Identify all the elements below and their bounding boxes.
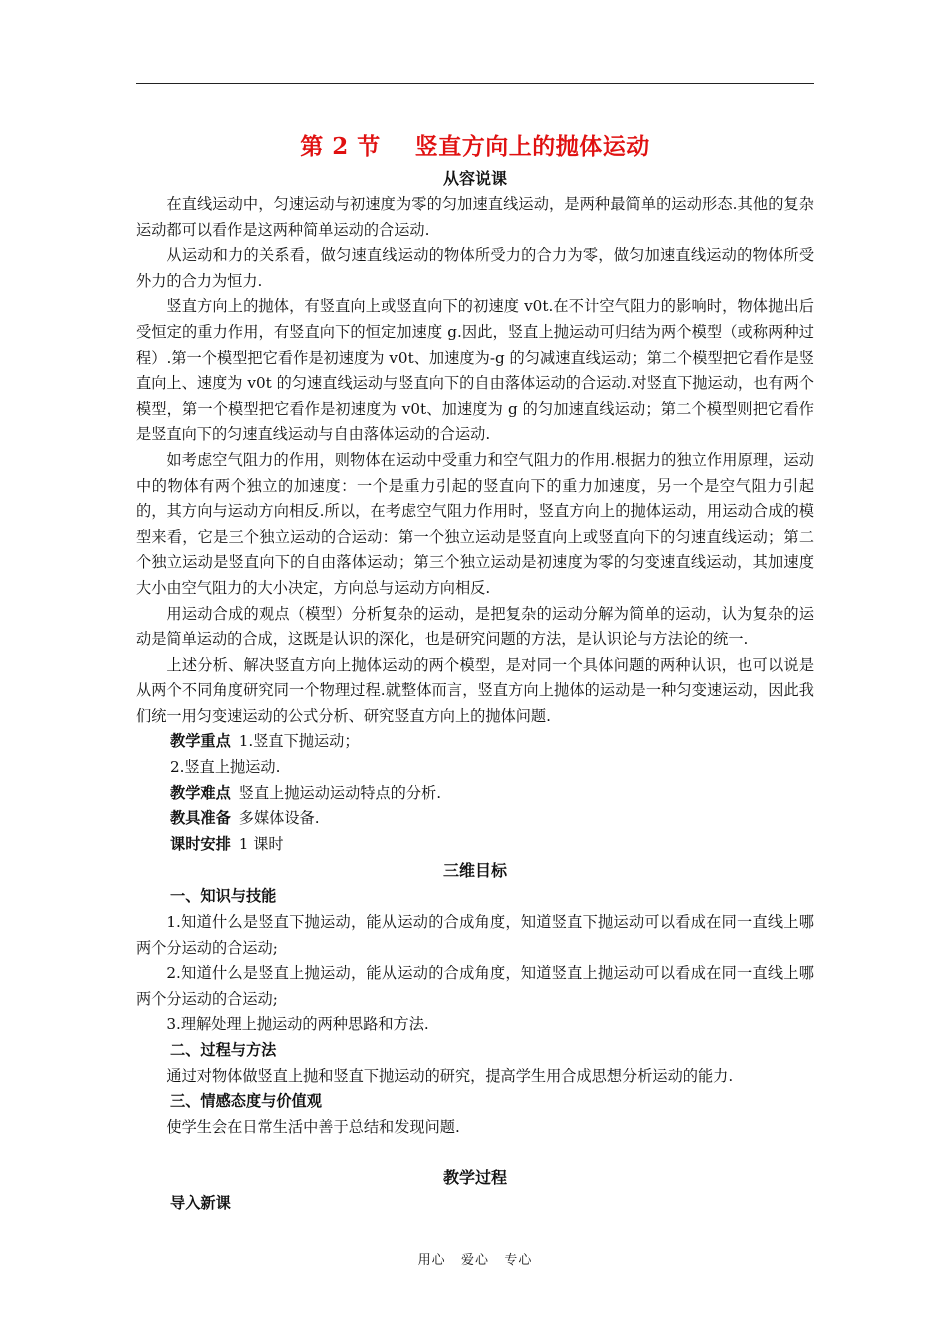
class-schedule [170,832,814,858]
schedule-label: 课时安排 [170,834,231,853]
knowledge-item-3: 3.理解处理上抛运动的两种思路和方法. [166,1015,429,1034]
intro-paragraph-5: 用运动合成的观点（模型）分析复杂的运动，是把复杂的运动分解为简单的运动，认为复杂的运动是简单运动的合成，这既是认识的深化，也是研究问题的方法，是认识论与方法论的统一. [136,604,814,649]
teaching-difficulty [170,781,814,807]
lesson-title: 第 2 节 竖直方向上的抛体运动 [300,133,650,160]
intro-paragraph-4: 如考虑空气阻力的作用，则物体在运动中受重力和空气阻力的作用.根据力的独立作用原理，运动中的物体有两个独立的加速度：一个是重力引起的竖直向下的重力加速度，另一个是空气阻力引起的，其方向与运动方向相反.所以，在考虑空气阻力作用时，竖直方向上的抛体运动，用运动合成的模型来看，它是三个独立运动的合运动：第一个独立运动是竖直向上或竖直向下的匀速直线运动；第二个独立运动是竖直向下的自由落体运动；第三个独立运动是初速度为零的匀变速直线运动，其加速度大小由空气阻力的大小决定，方向总与运动方向相反. [136,450,814,597]
header-rule [136,83,814,84]
key-point-1: 1.竖直下抛运动； [238,732,360,751]
lead-in-heading: 导入新课 [170,1194,231,1213]
process-heading: 二、过程与方法 [170,1041,277,1059]
attitude-text: 使学生会在日常生活中善于总结和发现问题. [166,1117,460,1136]
document-body [136,128,814,1217]
teaching-key-points [170,729,814,755]
spacer [136,1140,814,1164]
page-footer: 用心 爱心 专心 [417,1253,533,1268]
section-heading-intro: 从容说课 [442,169,507,188]
process-text: 通过对物体做竖直上抛和竖直下抛运动的研究，提高学生用合成思想分析运动的能力. [166,1066,734,1085]
difficulty-text: 竖直上抛运动运动特点的分析. [238,783,442,802]
key-point-2: 2.竖直上抛运动. [170,758,281,777]
tools-text: 多媒体设备. [238,809,320,828]
difficulty-label: 教学难点 [170,783,231,802]
intro-paragraph-2: 从运动和力的关系看，做匀速直线运动的物体所受力的合力为零，做匀加速直线运动的物体所受外力的合力为恒力. [136,246,814,290]
section-heading-objectives: 三维目标 [442,861,507,881]
schedule-text: 1 课时 [238,834,284,853]
knowledge-heading: 一、知识与技能 [170,887,277,906]
knowledge-item-1: 1.知道什么是竖直下抛运动，能从运动的合成角度，知道竖直下抛运动可以看成在同一直线上哪两个分运动的合运动; [136,913,814,957]
intro-paragraph-6: 上述分析、解决竖直方向上抛体运动的两个模型，是对同一个具体问题的两种认识，也可以说是从两个不同角度研究同一个物理过程.就整体而言，竖直方向上抛体的运动是一种匀变速运动，因此我们统一用匀变速运动的公式分析、研究竖直方向上的抛体问题. [136,655,814,725]
section-heading-process: 教学过程 [442,1168,507,1188]
knowledge-item-2: 2.知道什么是竖直上抛运动，能从运动的合成角度，知道竖直上抛运动可以看成在同一直线上哪两个分运动的合运动; [136,964,814,1008]
key-points-label: 教学重点 [170,732,231,751]
attitude-heading: 三、情感态度与价值观 [170,1092,322,1111]
tools-label: 教具准备 [170,809,231,828]
intro-paragraph-1: 在直线运动中，匀速运动与初速度为零的匀加速直线运动，是两种最简单的运动形态.其他的复杂运动都可以看作是这两种简单运动的合运动. [136,195,814,239]
intro-paragraph-3: 竖直方向上的抛体，有竖直向上或竖直向下的初速度 v0t.在不计空气阻力的影响时，物体抛出后受恒定的重力作用，有竖直向下的恒定加速度 g.因此，竖直上抛运动可归结为两个模型（或称两种过程）.第一个模型把它看作是初速度为 v0t、加速度为-g 的匀减速直线运动；第二个模型把它看作是竖直向上、速度为 v0t 的匀速直线运动与竖直向下的自由落体运动的合运动.对竖直下抛运动，也有两个模型，第一个模型把它看作是初速度为 v0t、加速度为 g 的匀加速直线运动；第二个模型则把它看作是竖直向下的匀速直线运动与自由落体运动的合运动. [136,297,814,444]
teaching-tools [170,806,814,832]
